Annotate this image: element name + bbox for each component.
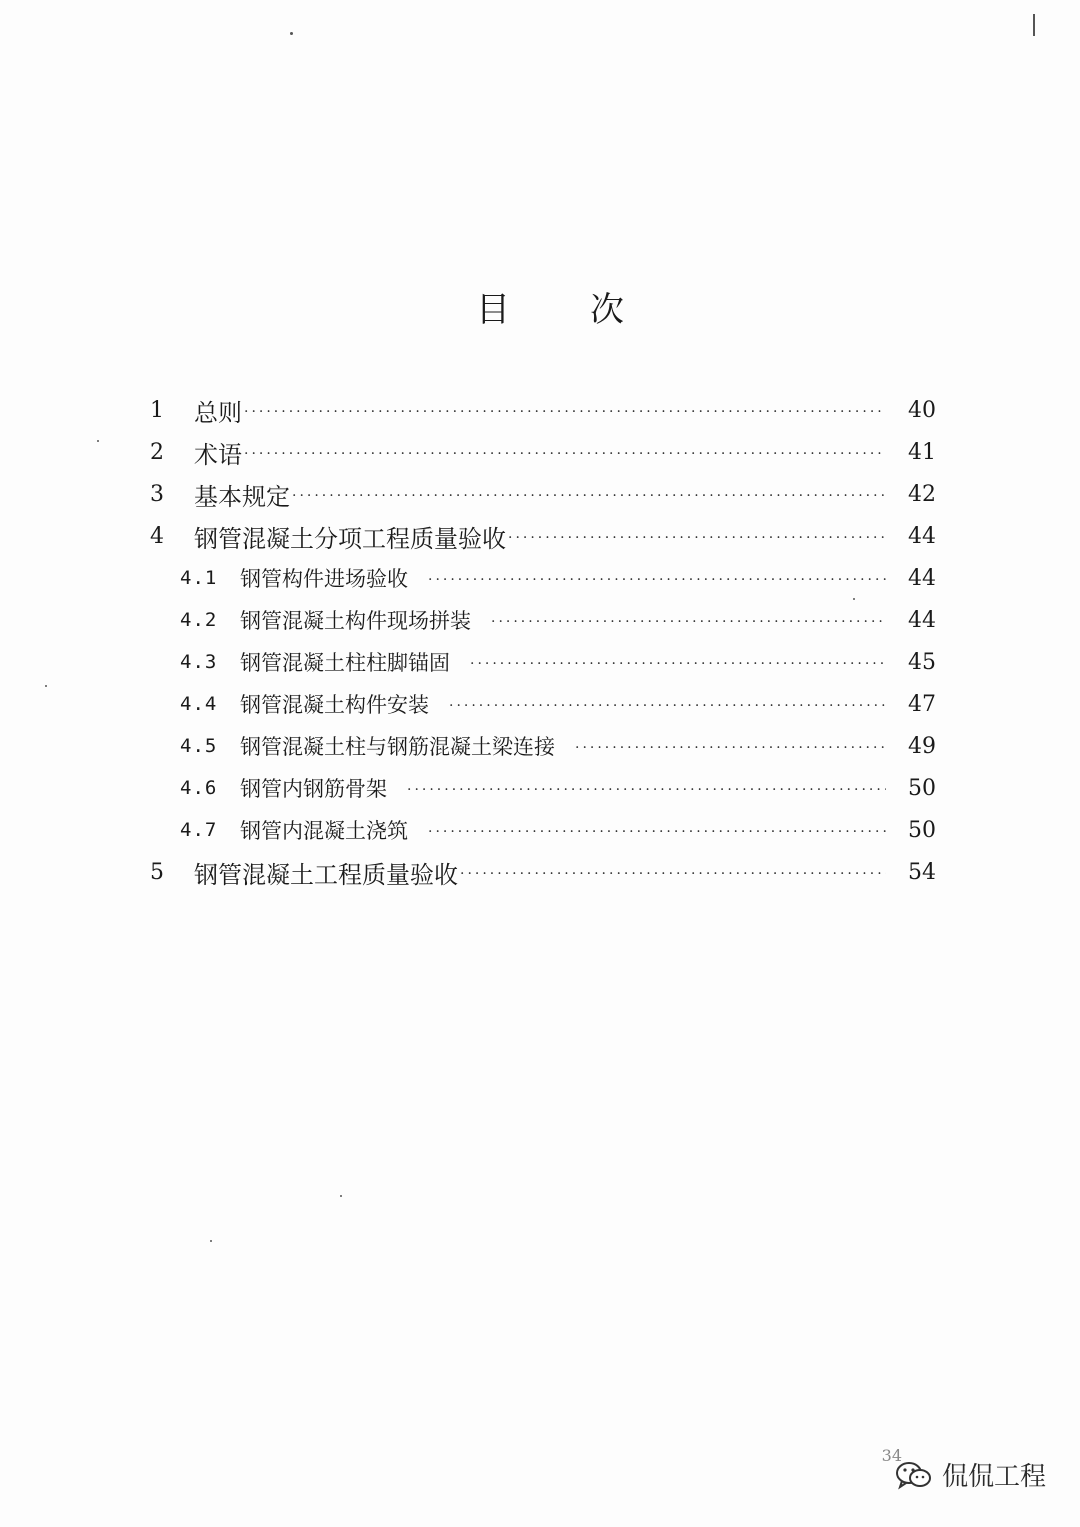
toc-entry[interactable]: [150, 473, 936, 515]
toc-entry[interactable]: [150, 515, 936, 557]
toc-entry-page: 42: [908, 481, 936, 507]
toc-entry-page: 40: [908, 397, 936, 423]
toc-subentry-number: 4.4: [180, 693, 218, 715]
toc-subentry-number: 4.2: [180, 609, 218, 631]
toc-subentry-title: 钢管混凝土构件现场拼装: [240, 609, 471, 633]
toc-subentry[interactable]: [150, 767, 936, 809]
toc-entry[interactable]: [150, 431, 936, 473]
toc-leader-dots: [470, 654, 886, 674]
toc-subentry[interactable]: [150, 557, 936, 599]
toc-subentry-page: 50: [908, 775, 936, 801]
toc-leader-dots: [292, 486, 886, 506]
toc-subentry-page: 44: [908, 565, 936, 591]
toc-subentry-page: 44: [908, 607, 936, 633]
toc-leader-dots: [428, 570, 886, 590]
toc-leader-dots: [244, 444, 886, 464]
toc-leader-dots: [575, 738, 886, 758]
toc-subentry-page: 49: [908, 733, 936, 759]
toc-leader-dots: [407, 780, 886, 800]
watermark: [894, 1456, 1046, 1493]
toc-leader-dots: [508, 528, 886, 548]
toc-entry-page: 44: [908, 523, 936, 549]
toc-entry-number: 5: [150, 859, 164, 885]
toc-subentry-page: 47: [908, 691, 936, 717]
toc-leader-dots: [491, 612, 886, 632]
toc-leader-dots: [244, 402, 886, 422]
toc-entry-page: 41: [908, 439, 936, 465]
scan-speck: [290, 32, 293, 35]
toc-entry-title: 术语: [194, 440, 242, 469]
toc-subentry[interactable]: [150, 641, 936, 683]
toc-subentry-number: 4.7: [180, 819, 218, 841]
scan-speck: [1033, 14, 1035, 36]
toc-subentry-title: 钢管构件进场验收: [240, 567, 408, 591]
toc-entry-number: 1: [150, 397, 164, 423]
wechat-icon: [894, 1460, 934, 1490]
page-title: [0, 282, 1080, 331]
toc-entry[interactable]: [150, 851, 936, 893]
toc-subentry-title: 钢管混凝土柱与钢筋混凝土梁连接: [240, 735, 555, 759]
toc-entry-title: 基本规定: [194, 482, 290, 511]
toc-subentry-number: 4.1: [180, 567, 218, 589]
toc-entry-number: 2: [150, 439, 164, 465]
table-of-contents: [150, 389, 936, 893]
toc-leader-dots: [449, 696, 886, 716]
scan-speck: [97, 440, 99, 442]
toc-subentry-number: 4.3: [180, 651, 218, 673]
toc-subentry[interactable]: [150, 809, 936, 851]
toc-subentry[interactable]: [150, 683, 936, 725]
toc-subentry-page: 50: [908, 817, 936, 843]
page-number: 34: [881, 1446, 902, 1465]
toc-subentry-number: 4.5: [180, 735, 218, 757]
scan-speck: [210, 1240, 212, 1242]
toc-subentry[interactable]: [150, 599, 936, 641]
toc-leader-dots: [460, 864, 886, 884]
watermark-text: 侃侃工程: [941, 1462, 1046, 1492]
toc-subentry[interactable]: [150, 725, 936, 767]
toc-subentry-title: 钢管混凝土柱柱脚锚固: [240, 651, 450, 675]
toc-subentry-number: 4.6: [180, 777, 218, 799]
toc-entry-number: 4: [150, 523, 164, 549]
toc-leader-dots: [428, 822, 886, 842]
toc-subentry-title: 钢管混凝土构件安装: [240, 693, 429, 717]
scan-speck: [45, 685, 47, 687]
toc-entry-title: 总则: [194, 398, 242, 427]
title-char-1: 目: [476, 290, 510, 330]
scan-speck: [340, 1195, 342, 1197]
toc-subentry-title: 钢管内混凝土浇筑: [240, 819, 408, 843]
toc-entry-title: 钢管混凝土分项工程质量验收: [194, 524, 506, 553]
toc-entry-number: 3: [150, 481, 164, 507]
toc-entry[interactable]: [150, 389, 936, 431]
title-char-2: 次: [590, 290, 624, 330]
toc-subentry-title: 钢管内钢筋骨架: [240, 777, 387, 801]
toc-entry-page: 54: [908, 859, 936, 885]
toc-subentry-page: 45: [908, 649, 936, 675]
toc-entry-title: 钢管混凝土工程质量验收: [194, 860, 458, 889]
